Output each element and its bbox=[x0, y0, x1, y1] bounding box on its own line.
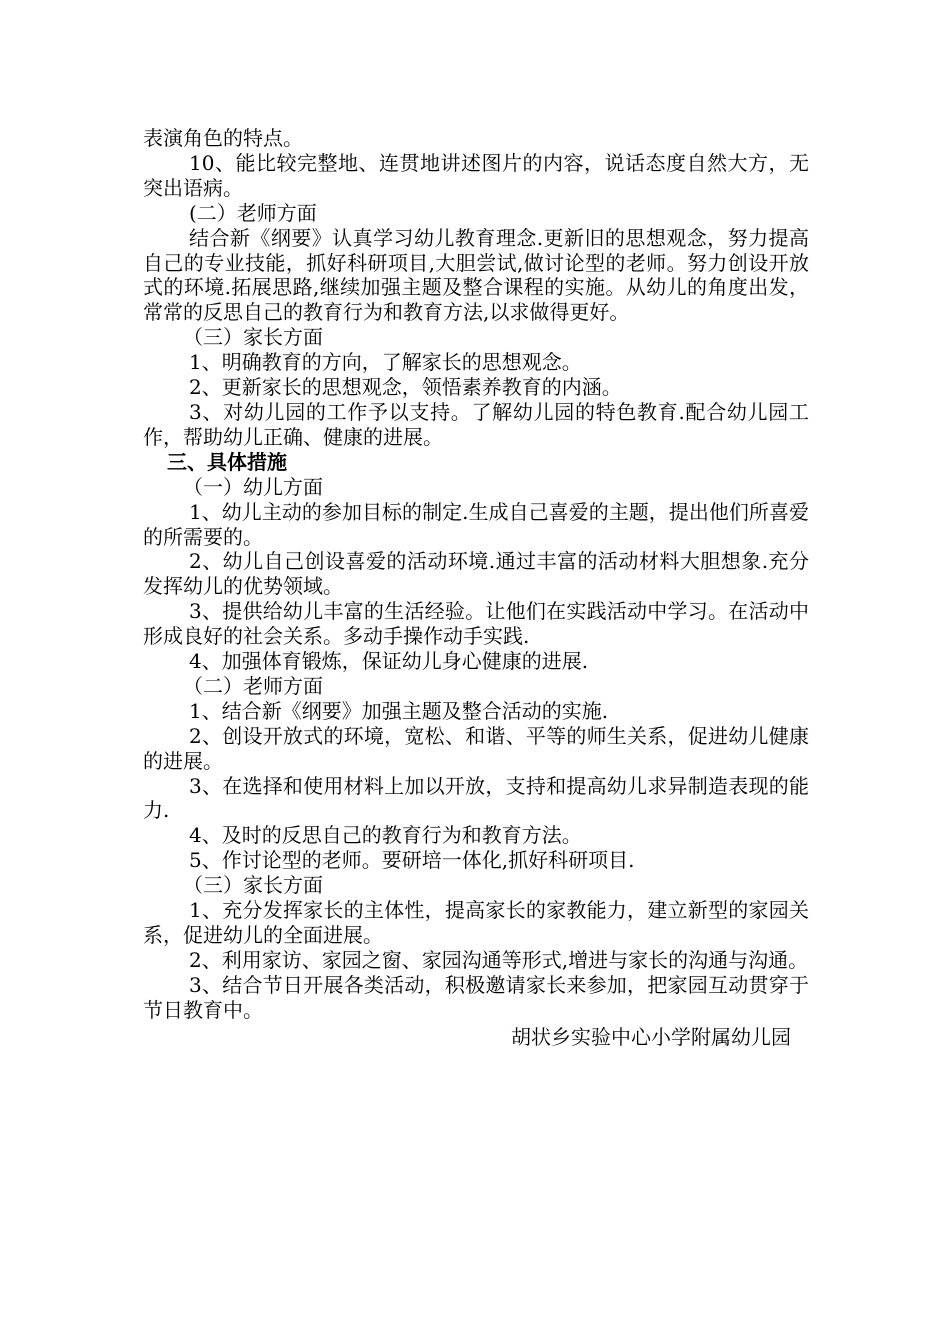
parent-heading-1: （三）家长方面 bbox=[183, 325, 323, 350]
parent-item-2-2: 2、利用家访、家园之窗、家园沟通等形式,增进与家长的沟通与沟通。 bbox=[189, 947, 809, 972]
child-heading-2: （一）幼儿方面 bbox=[183, 474, 323, 499]
section-3-title: 三、具体措施 bbox=[167, 449, 287, 474]
teacher-heading-2: （二）老师方面 bbox=[183, 673, 323, 698]
parent-item-1-1: 1、明确教育的方向，了解家长的思想观念。 bbox=[189, 350, 582, 375]
signature: 胡状乡实验中心小学附属幼儿园 bbox=[511, 1024, 791, 1049]
intro-tail-paragraph: 表演角色的特点。 bbox=[143, 126, 303, 150]
teacher-item-2-5: 5、作讨论型的老师。要研培一体化,抓好科研项目. bbox=[189, 848, 635, 873]
child-item-2-3: 3、提供给幼儿丰富的生活经验。让他们在实践活动中学习。在活动中形成良好的社会关系。多动手操作动手实践. bbox=[143, 599, 809, 649]
parent-heading-2: （三）家长方面 bbox=[183, 873, 323, 898]
document-page bbox=[143, 126, 809, 1050]
teacher-item-2-1: 1、结合新《纲要》加强主题及整合活动的实施. bbox=[189, 698, 609, 723]
child-item-2-2: 2、幼儿自己创设喜爱的活动环境.通过丰富的活动材料大胆想象.充分发挥幼儿的优势领域。 bbox=[143, 549, 809, 599]
parent-item-1-2: 2、更新家长的思想观念，领悟素养教育的内涵。 bbox=[189, 375, 622, 400]
child-item-2-1: 1、幼儿主动的参加目标的制定.生成自己喜爱的主题，提出他们所喜爱的所需要的。 bbox=[143, 499, 809, 549]
parent-item-1-3: 3、对幼儿园的工作予以支持。了解幼儿园的特色教育.配合幼儿园工作，帮助幼儿正确、健康的进展。 bbox=[143, 399, 809, 449]
teacher-heading-1: (二）老师方面 bbox=[189, 200, 317, 225]
parent-item-2-3: 3、结合节日开展各类活动，积极邀请家长来参加，把家园互动贯穿于节日教育中。 bbox=[143, 972, 809, 1022]
child-item-2-4: 4、加强体育锻炼，保证幼儿身心健康的进展. bbox=[189, 649, 589, 674]
teacher-item-2-3: 3、在选择和使用材料上加以开放，支持和提高幼儿求异制造表现的能力. bbox=[143, 773, 809, 823]
item-10-paragraph: 10、能比较完整地、连贯地讲述图片的内容，说话态度自然大方，无突出语病。 bbox=[143, 150, 809, 200]
teacher-item-2-2: 2、创设开放式的环境，宽松、和谐、平等的师生关系，促进幼儿健康的进展。 bbox=[143, 723, 809, 773]
teacher-item-2-4: 4、及时的反思自己的教育行为和教育方法。 bbox=[189, 823, 582, 848]
teacher-paragraph-1: 结合新《纲要》认真学习幼儿教育理念.更新旧的思想观念，努力提高自己的专业技能，抓好科研项目,大胆尝试,做讨论型的老师。努力创设开放式的环境.拓展思路,继续加强主题及整合课程的实施。从幼儿的角度出发，常常的反思自己的教育行为和教育方法,以求做得更好。 bbox=[143, 225, 809, 325]
parent-item-2-1: 1、充分发挥家长的主体性，提高家长的家教能力，建立新型的家园关系，促进幼儿的全面进展。 bbox=[143, 898, 809, 947]
